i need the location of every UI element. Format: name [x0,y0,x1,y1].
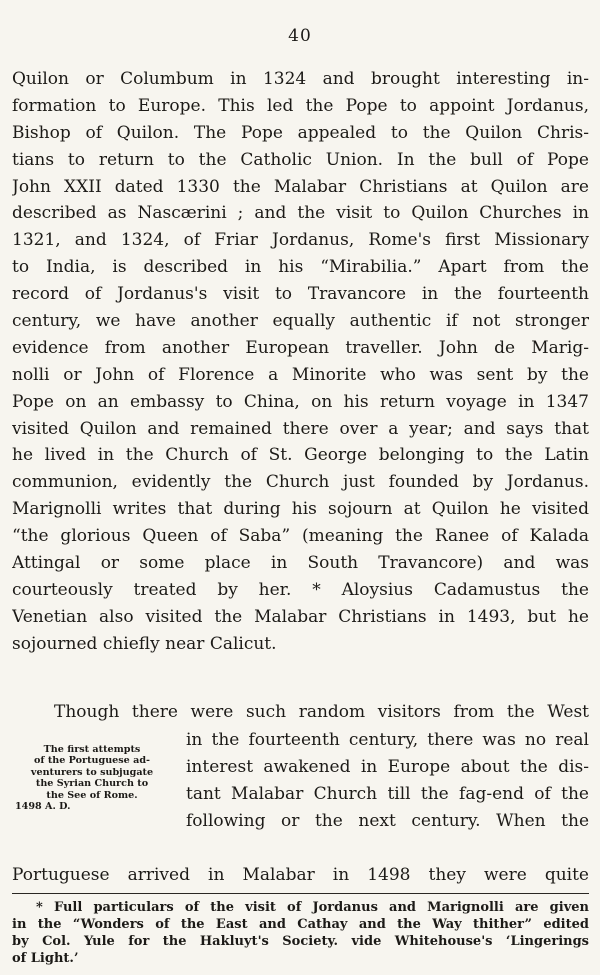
margin-note-line: of the Portuguese ad- [33,755,151,767]
text-line: following or the next century. When the [186,810,589,831]
text-line: Pope on an embassy to China, on his return voyage in 1347 [12,391,589,412]
text-line: John XXII dated 1330 the Malabar Christians at Quilon are [12,176,589,197]
margin-note [12,744,172,812]
footnote-line: * Full particulars of the visit of Jordanus and Marignolli are given [36,900,589,915]
text-line: communion, evidently the Church just founded by Jordanus. [12,472,589,493]
text-line: evidence from another European traveller. John de Marig- [12,337,589,358]
text-line: tant Malabar Church till the fag-end of the [186,783,589,804]
second-paragraph-tail [12,862,589,889]
text-line: Quilon or Columbum in 1324 and brought interesting in- [12,69,589,89]
text-line: Attingal or some place in South Travancore) and was [12,553,589,574]
footnote-line: by Col. Yule for the Hakluyt's Society. vide Whitehouse's ‘Lingerings [12,934,589,949]
text-line: formation to Europe. This led the Pope to appoint Jordanus, [12,95,589,116]
margin-note-line: venturers to subjugate [30,766,154,778]
margin-note-line: the See of Rome. [46,789,138,801]
text-line: Portuguese arrived in Malabar in 1498 they were quite [12,865,589,885]
text-line: described as Nascærini ; and the visit to Quilon Churches in [12,203,589,224]
main-paragraph [12,66,589,658]
text-line: visited Quilon and remained there over a year; and says that [12,418,589,439]
text-line: courteously treated by her. * Aloysius Cadamustus the [12,579,589,600]
text-line: Though there were such random visitors from the West [54,702,589,722]
text-line: 1321, and 1324, of Friar Jordanus, Rome's first Missionary [12,230,589,251]
footnote-line: in the “Wonders of the East and Cathay and the Way thither” edited [12,917,589,932]
text-line: he lived in the Church of St. George belonging to the Latin [12,445,589,466]
margin-note-line: 1498 A. D. [15,801,71,813]
text-line: tians to return to the Catholic Union. In the bull of Pope [12,149,589,170]
text-line: nolli or John of Florence a Minorite who was sent by the [12,364,589,385]
second-paragraph-first-line [54,699,589,726]
footnote-divider [12,893,589,894]
text-line: interest awakened in Europe about the dis- [186,756,589,777]
text-line: Bishop of Quilon. The Pope appealed to the Quilon Chris- [12,122,589,143]
text-line: century, we have another equally authentic if not stronger [12,311,589,332]
footnote [12,899,589,967]
second-paragraph-body [186,727,589,835]
text-line: to India, is described in his “Mirabilia.” Apart from the [12,257,589,278]
text-line: in the fourteenth century, there was no real [186,730,589,750]
page-number: 40 [288,26,312,46]
margin-note-line: the Syrian Church to [35,778,149,790]
margin-note-line: The first attempts [43,744,141,755]
text-line: Venetian also visited the Malabar Christians in 1493, but he [12,606,589,627]
text-line: “the glorious Queen of Saba” (meaning the Ranee of Kalada [12,526,589,547]
text-line: sojourned chiefly near Calicut. [12,633,277,654]
footnote-line: of Light.’ [12,951,79,966]
text-line: Marignolli writes that during his sojourn at Quilon he visited [12,499,589,520]
text-line: record of Jordanus's visit to Travancore in the fourteenth [12,284,589,305]
